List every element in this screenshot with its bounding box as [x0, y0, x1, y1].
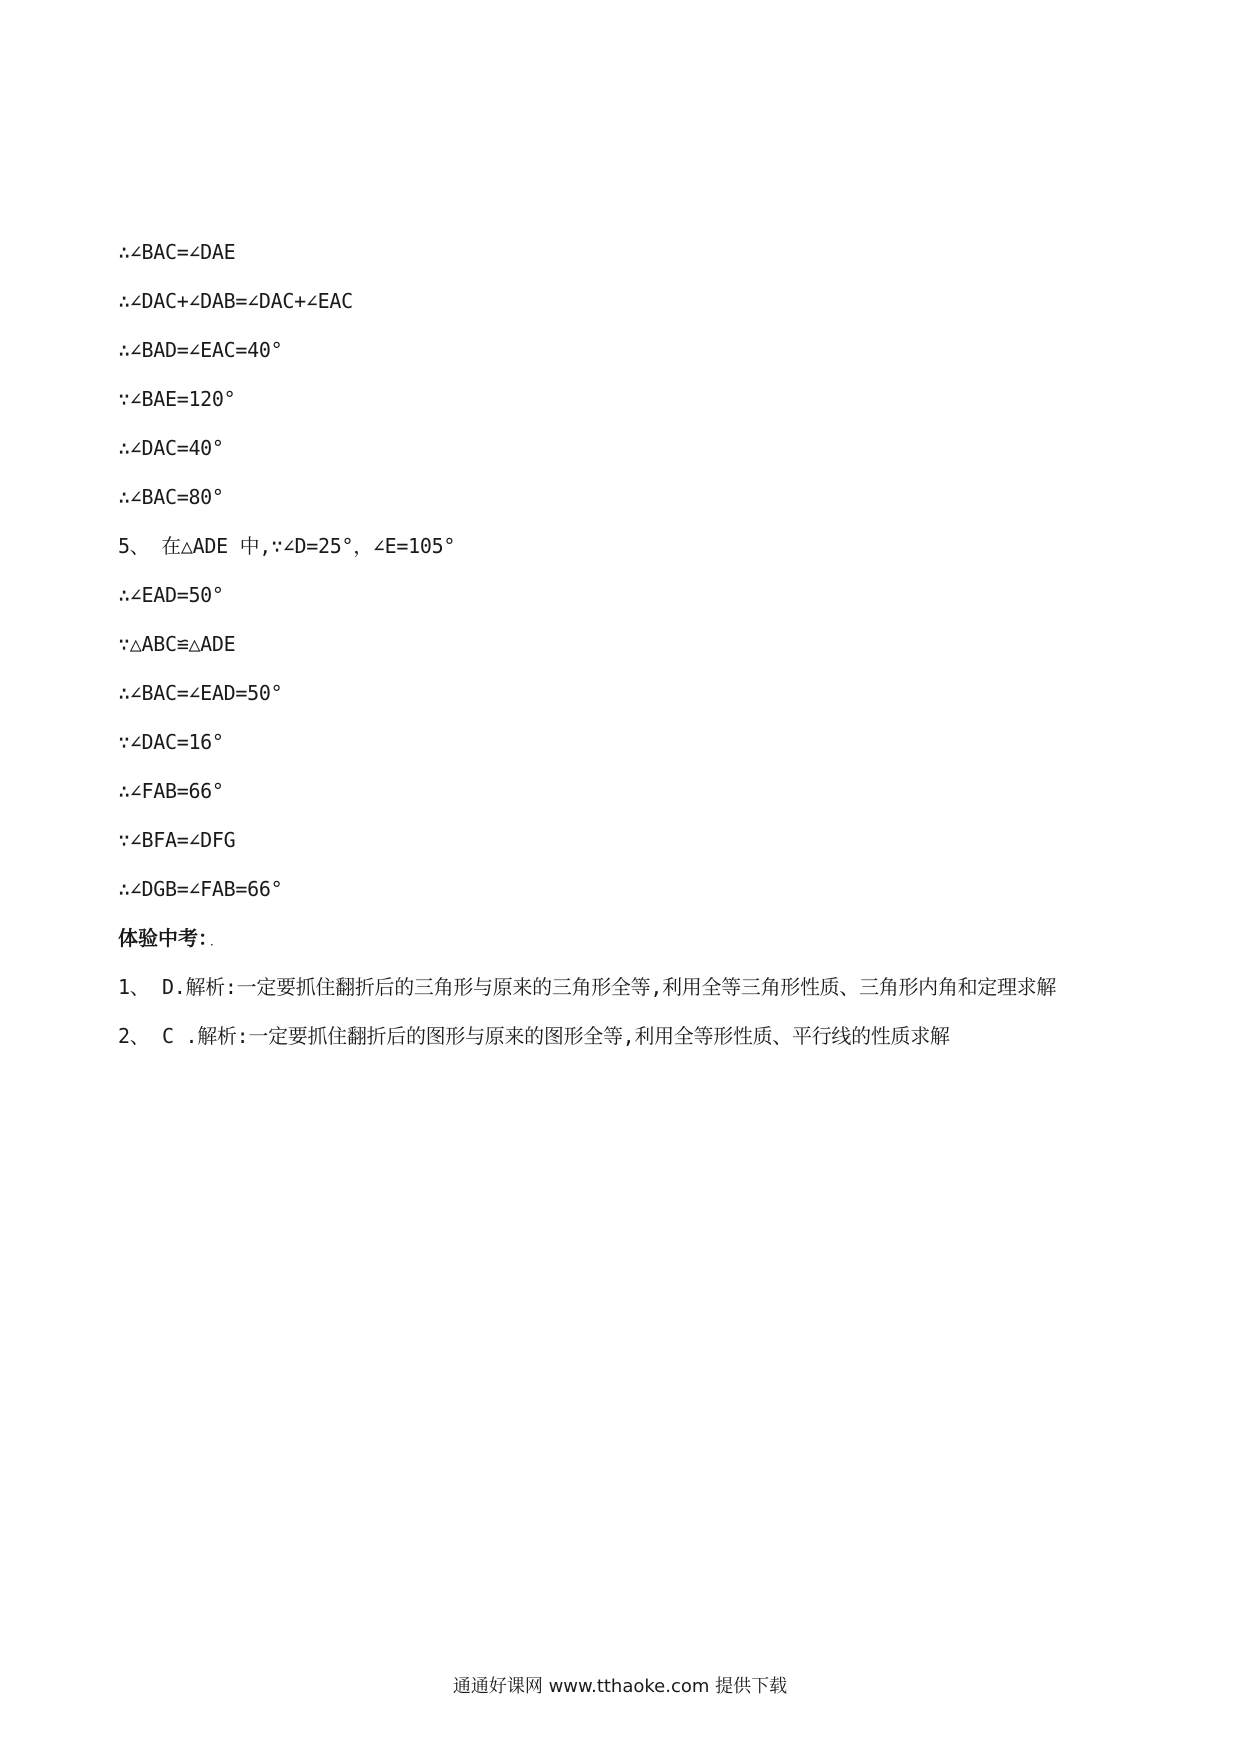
- solution-line: ∵∠BAE=120°: [118, 387, 236, 411]
- solution-line: ∴∠BAD=∠EAC=40°: [118, 338, 283, 362]
- solution-line: ∴∠BAC=∠DAE: [118, 240, 236, 264]
- solution-line: ∴∠BAC=80°: [118, 485, 224, 509]
- solution-line: ∵△ABC≌△ADE: [118, 632, 236, 656]
- section-heading: [118, 914, 1128, 963]
- solution-line: 5、 在△ADE 中,∵∠D=25°，∠E=105°: [118, 534, 456, 558]
- solution-line: ∴∠EAD=50°: [118, 583, 224, 607]
- section-heading-mark: ．: [210, 934, 223, 948]
- solution-line: ∴∠FAB=66°: [118, 779, 224, 803]
- solution-line: ∵∠BFA=∠DFG: [118, 828, 236, 852]
- document-content: [118, 228, 1128, 1061]
- answer-text: C .解析:一定要抓住翻折后的图形与原来的图形全等,利用全等形性质、平行线的性质求解: [162, 1024, 950, 1048]
- page-footer: 通通好课网 www.tthaoke.com 提供下载: [452, 1676, 788, 1697]
- section-heading-text: 体验中考：: [118, 926, 208, 950]
- solution-line: ∵∠DAC=16°: [118, 730, 224, 754]
- answer-text: D.解析:一定要抓住翻折后的三角形与原来的三角形全等,利用全等三角形性质、三角形内角和定理求解: [162, 975, 1057, 999]
- answer-item: [118, 963, 1128, 1012]
- solution-line: ∴∠DAC+∠DAB=∠DAC+∠EAC: [118, 289, 353, 313]
- answer-number: 2、: [118, 1024, 150, 1048]
- answer-item: [118, 1012, 1128, 1061]
- solution-line: ∴∠DAC=40°: [118, 436, 224, 460]
- solution-line: ∴∠DGB=∠FAB=66°: [118, 877, 283, 901]
- answer-number: 1、: [118, 975, 150, 999]
- solution-line: ∴∠BAC=∠EAD=50°: [118, 681, 283, 705]
